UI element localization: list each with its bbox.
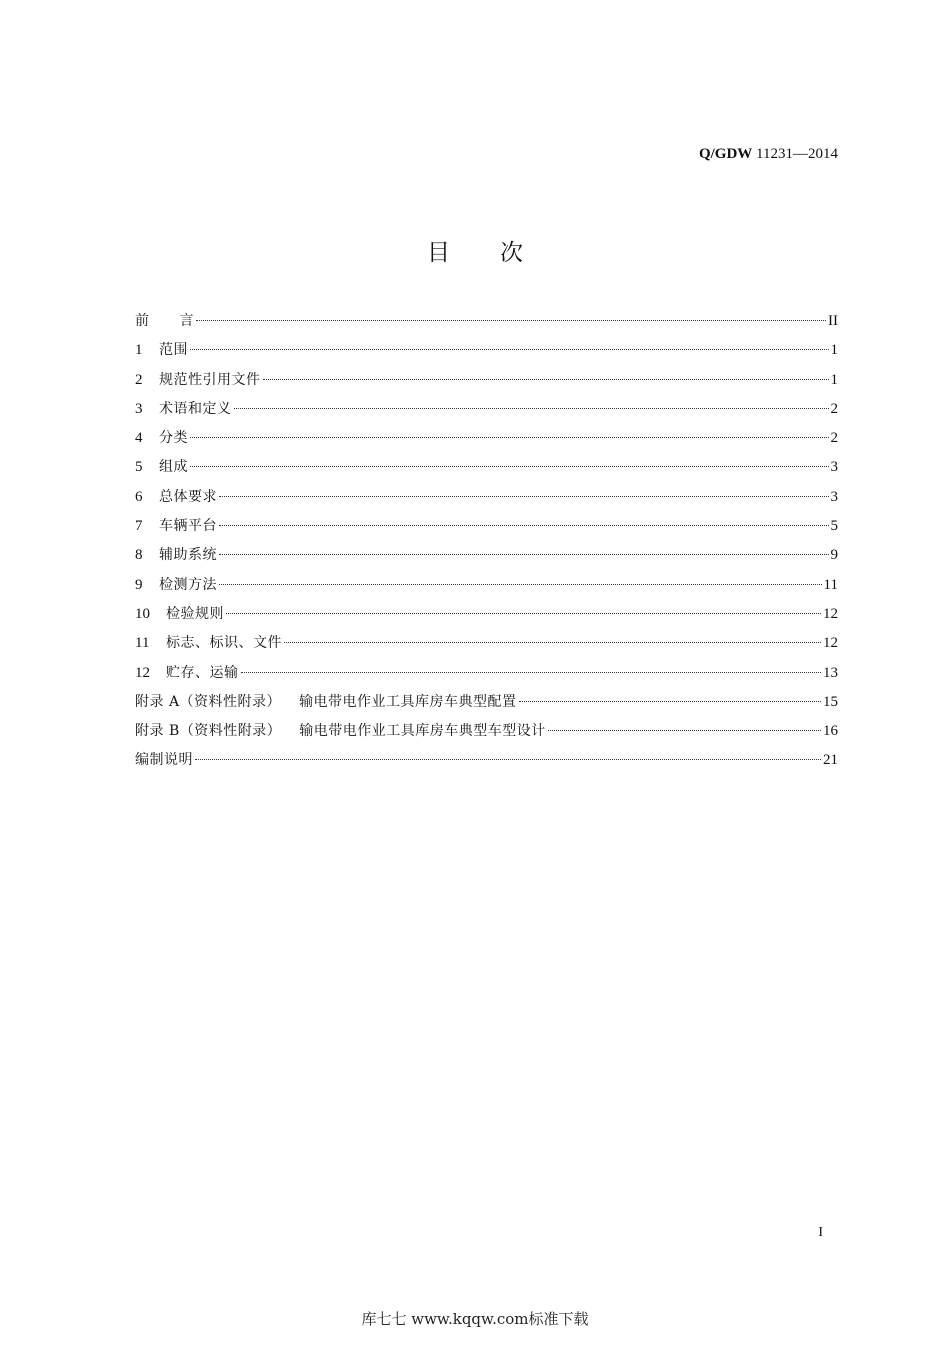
toc-page-number: II (828, 313, 838, 329)
dot-leader (219, 554, 829, 555)
toc-entry-text: 组成 (159, 459, 188, 476)
toc-page-number: 12 (823, 605, 838, 622)
dot-leader (241, 672, 822, 673)
dot-leader (219, 525, 829, 526)
toc-page-number: 3 (830, 488, 838, 505)
document-code (699, 146, 838, 163)
table-of-contents (135, 307, 838, 776)
dot-leader (196, 320, 826, 321)
preface-char-1: 前 (135, 313, 150, 329)
toc-entry-1[interactable] (135, 336, 838, 365)
toc-entry-11[interactable] (135, 629, 838, 658)
appendix-label: 附录 B（资料性附录） (135, 723, 282, 740)
dot-leader (219, 584, 822, 585)
dot-leader (234, 408, 829, 409)
toc-entry-notes[interactable] (135, 746, 838, 775)
toc-page-number: 13 (823, 664, 838, 681)
dot-leader (190, 437, 829, 438)
toc-entry-text: 辅助系统 (159, 547, 217, 564)
dot-leader (263, 379, 829, 380)
toc-page-number: 15 (823, 693, 838, 710)
toc-entry-text: 总体要求 (159, 488, 217, 505)
toc-page-number: 9 (830, 547, 838, 564)
toc-page-number: 1 (830, 342, 838, 359)
toc-entry-text: 术语和定义 (159, 400, 232, 417)
dot-leader (226, 613, 821, 614)
toc-entry-appendix-b[interactable] (135, 717, 838, 746)
toc-entry-12[interactable] (135, 659, 838, 688)
toc-section-number: 7 (135, 518, 143, 535)
appendix-label: 附录 A（资料性附录） (135, 693, 282, 710)
page-number: I (818, 1225, 823, 1240)
dot-leader (195, 759, 821, 760)
toc-page-number: 1 (830, 371, 838, 388)
toc-section-number: 10 (135, 605, 150, 622)
toc-section-number: 1 (135, 342, 143, 359)
toc-entry-text: 规范性引用文件 (159, 371, 261, 388)
toc-entry-2[interactable] (135, 366, 838, 395)
toc-entry-text: 标志、标识、文件 (166, 635, 282, 652)
toc-entry-text: 检测方法 (159, 576, 217, 593)
toc-entry-text: 范围 (159, 342, 188, 359)
toc-title (0, 234, 950, 267)
dot-leader (548, 730, 821, 731)
toc-entry-preface[interactable] (135, 307, 838, 336)
preface-char-2: 言 (179, 313, 194, 329)
toc-entry-8[interactable] (135, 541, 838, 570)
toc-page-number: 5 (830, 518, 838, 535)
document-code-prefix: Q/GDW (698, 146, 753, 162)
toc-entry-text: 检验规则 (166, 605, 224, 622)
toc-page-number: 12 (823, 635, 838, 652)
toc-section-number: 8 (135, 547, 143, 564)
toc-section-number: 2 (135, 371, 143, 388)
toc-entry-text: 贮存、运输 (166, 664, 239, 681)
toc-page-number: 2 (830, 430, 838, 447)
toc-entry-text: 分类 (159, 430, 188, 447)
toc-entry-appendix-a[interactable] (135, 688, 838, 717)
toc-page-number: 21 (823, 752, 838, 769)
toc-title-char-2: 次 (500, 240, 523, 266)
toc-page-number: 3 (830, 459, 838, 476)
document-code-number: 11231—2014 (756, 146, 838, 162)
toc-page-number: 2 (830, 400, 838, 417)
toc-entry-6[interactable] (135, 483, 838, 512)
toc-entry-9[interactable] (135, 571, 838, 600)
toc-entry-7[interactable] (135, 512, 838, 541)
toc-section-number: 5 (135, 459, 143, 476)
toc-entry-text: 编制说明 (135, 752, 193, 769)
toc-entry-text (135, 307, 194, 336)
toc-entry-5[interactable] (135, 453, 838, 482)
toc-section-number: 9 (135, 576, 143, 593)
toc-page-number: 16 (823, 723, 838, 740)
toc-entry-text: 输电带电作业工具库房车典型车型设计 (299, 723, 546, 740)
toc-page-number: 11 (823, 576, 838, 593)
toc-entry-10[interactable] (135, 600, 838, 629)
dot-leader (190, 466, 829, 467)
toc-section-number: 12 (135, 664, 150, 681)
footer-watermark: 库七七 www.kqqw.com标准下载 (361, 1310, 589, 1328)
dot-leader (190, 349, 829, 350)
dot-leader (219, 496, 829, 497)
toc-title-char-1: 目 (427, 240, 450, 266)
toc-entry-text: 车辆平台 (159, 518, 217, 535)
toc-entry-3[interactable] (135, 395, 838, 424)
toc-section-number: 4 (135, 430, 143, 447)
toc-section-number: 3 (135, 400, 143, 417)
dot-leader (284, 642, 821, 643)
toc-section-number: 6 (135, 488, 143, 505)
dot-leader (519, 701, 821, 702)
toc-entry-4[interactable] (135, 424, 838, 453)
toc-entry-text: 输电带电作业工具库房车典型配置 (299, 693, 517, 710)
toc-section-number: 11 (135, 635, 150, 652)
